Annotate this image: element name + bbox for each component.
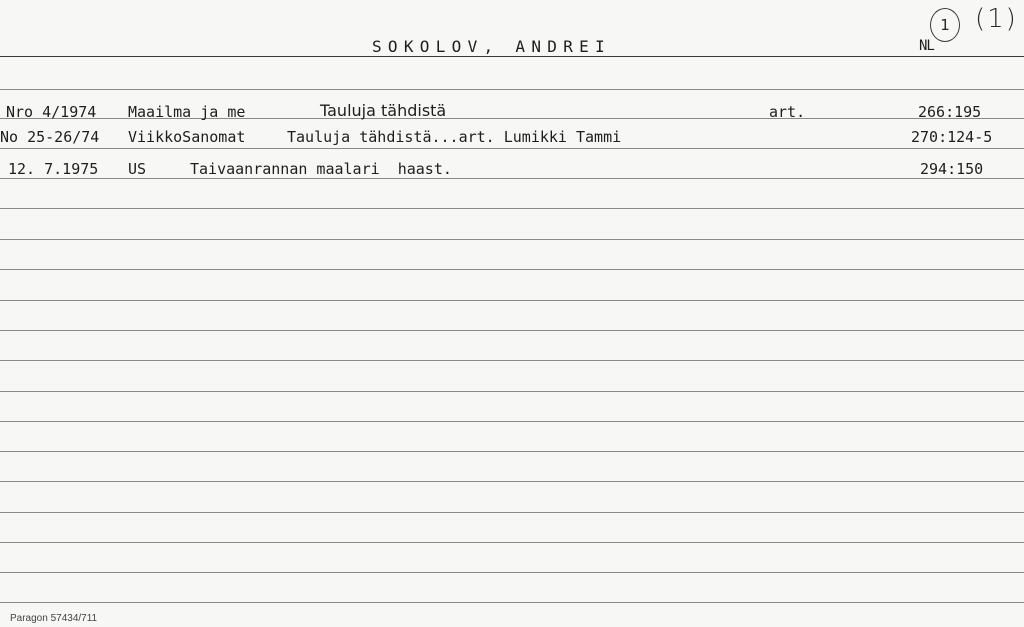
card-footer-imprint: Paragon 57434/711 [10,613,98,624]
entry-type: art. [769,103,806,121]
ruled-line [0,572,1024,573]
ruled-line [0,330,1024,331]
circled-number: 1 [940,16,950,34]
card-title: SOKOLOV, ANDREI [372,37,611,56]
parenthesized-number-mark: (1) [975,4,1018,34]
ruled-line [0,269,1024,270]
ruled-line [0,481,1024,482]
ruled-line [0,602,1024,603]
header-rule [0,56,1024,57]
entry-issue: 12. 7.1975 [8,160,99,178]
entry-title: Tauluja tähdistä...art. Lumikki Tammi [287,128,622,146]
ruled-line [0,360,1024,361]
ruled-line [0,148,1024,149]
entry-source: Maailma ja me [128,103,246,121]
ruled-line [0,451,1024,452]
ruled-line [0,512,1024,513]
entry-ref: 270:124-5 [911,128,993,146]
entry-issue: No 25-26/74 [0,128,100,146]
entry-title: Tauluja tähdistä [320,101,447,120]
entry-title: Taivaanrannan maalari haast. [190,160,452,178]
ruled-line [0,391,1024,392]
ruled-line [0,542,1024,543]
entry-issue: Nro 4/1974 [6,103,97,121]
circled-number-mark [930,8,960,42]
entry-source: ViikkoSanomat [128,128,246,146]
ruled-line [0,300,1024,301]
entry-ref: 294:150 [920,160,984,178]
card-code: NL [919,38,934,54]
entry-ref: 266:195 [918,103,982,121]
ruled-line [0,421,1024,422]
ruled-line [0,89,1024,90]
ruled-line [0,178,1024,179]
ruled-line [0,239,1024,240]
ruled-line [0,208,1024,209]
entry-source: US [128,160,147,178]
